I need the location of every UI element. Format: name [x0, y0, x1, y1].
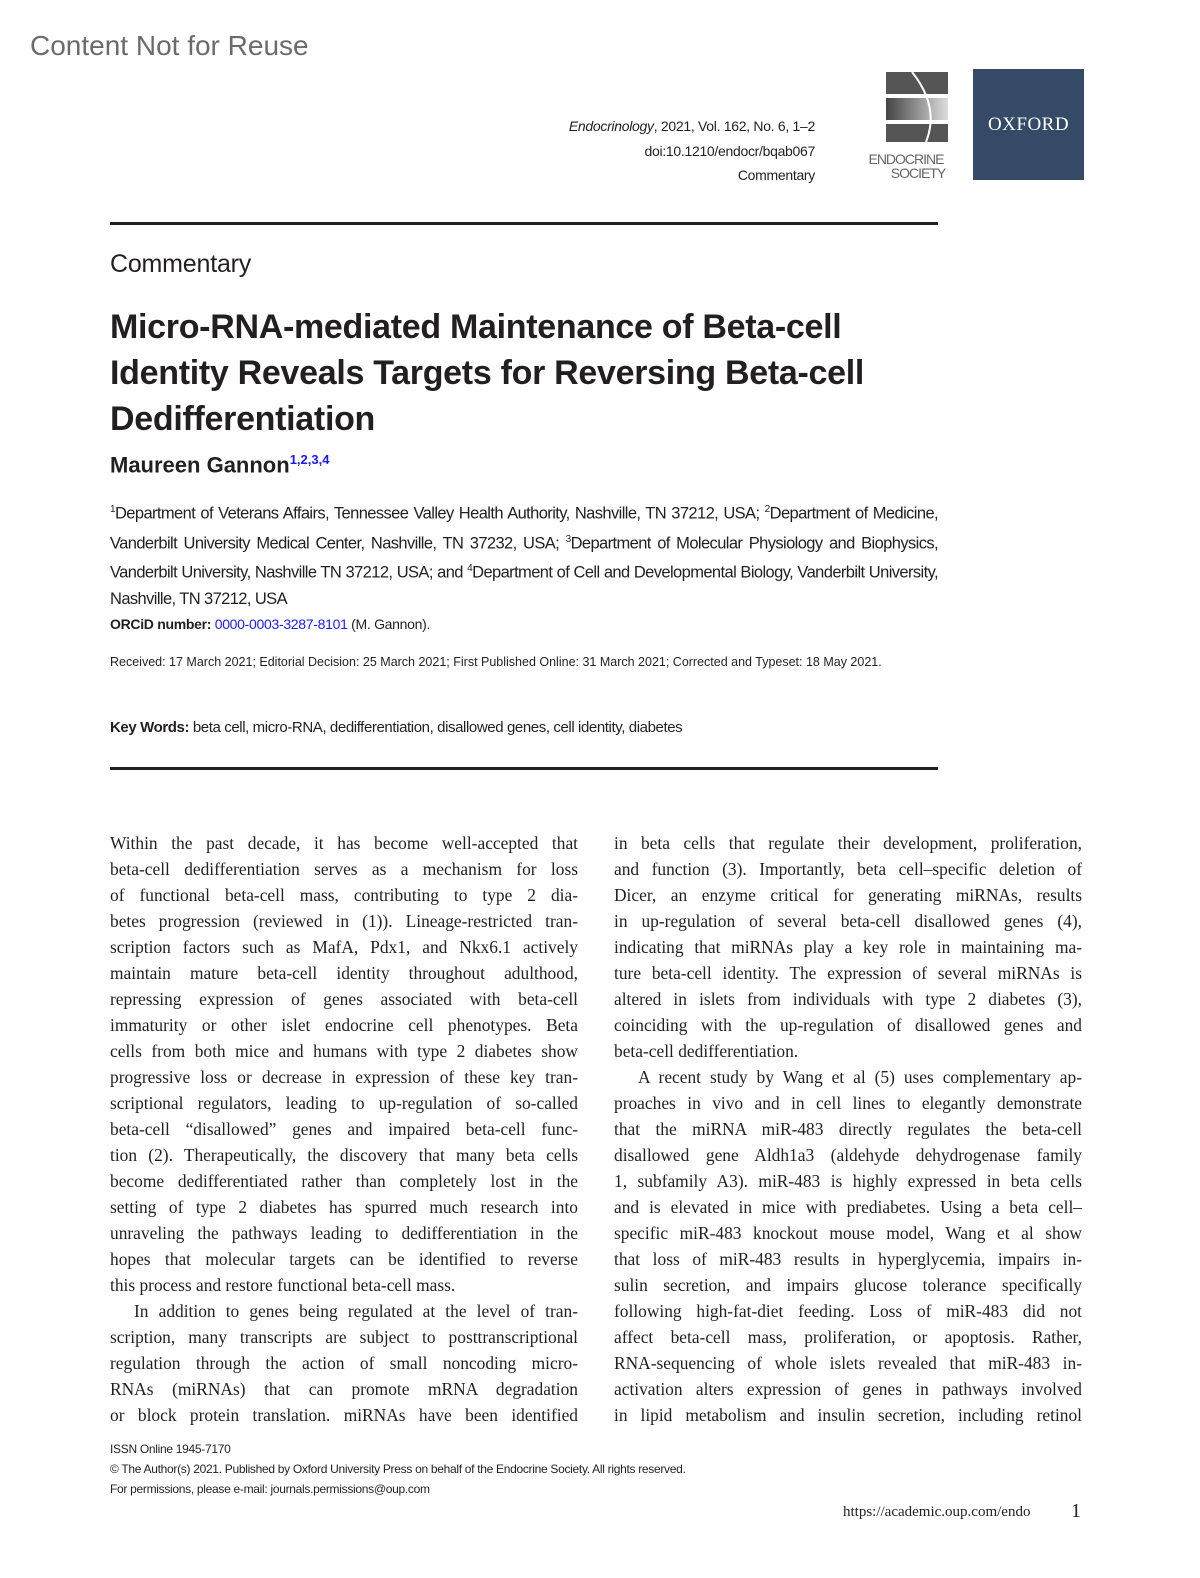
- body-line: activation alters expression of genes in pathways involved: [614, 1379, 1082, 1399]
- body-line: of functional beta-cell mass, contributing to type 2 dia-: [110, 885, 578, 905]
- body-line: tion (2). Therapeutically, the discovery that many beta cells: [110, 1145, 578, 1165]
- doi[interactable]: doi:10.1210/endocr/bqab067: [644, 143, 815, 159]
- body-line: progressive loss or decrease in expression of these key tran-: [110, 1067, 578, 1087]
- body-line: affect beta-cell mass, proliferation, or apoptosis. Rather,: [614, 1327, 1082, 1347]
- body-line: Dicer, an enzyme critical for generating miRNAs, results: [614, 885, 1082, 905]
- watermark: Content Not for Reuse: [30, 30, 309, 61]
- affiliations: [110, 497, 938, 612]
- body-line: setting of type 2 diabetes has spurred much research into: [110, 1197, 578, 1217]
- orcid-link[interactable]: 0000-0003-3287-8101: [214, 616, 348, 632]
- body-line: RNAs (miRNAs) that can promote mRNA degradation: [110, 1379, 578, 1399]
- section-label: Commentary: [110, 250, 252, 278]
- body-line: maintain mature beta-cell identity throughout adulthood,: [110, 963, 578, 983]
- journal-url[interactable]: https://academic.oup.com/endo: [843, 1504, 1031, 1520]
- body-line: sulin secretion, and impairs glucose tolerance specifically: [614, 1275, 1082, 1295]
- body-line: cells from both mice and humans with type 2 diabetes show: [110, 1041, 578, 1061]
- article-type: Commentary: [737, 167, 815, 183]
- svg-text:SOCIETY: SOCIETY: [890, 165, 946, 181]
- body-line: unraveling the pathways leading to dedifferentiation in the: [110, 1223, 578, 1243]
- body-line: beta-cell dedifferentiation serves as a mechanism for loss: [110, 859, 578, 879]
- body-line: 1, subfamily A3). miR-483 is highly expressed in beta cells: [614, 1171, 1082, 1191]
- journal-name: Endocrinology: [568, 118, 654, 134]
- issn: ISSN Online 1945-7170: [110, 1442, 231, 1456]
- body-line: beta-cell “disallowed” genes and impaired beta-cell func-: [110, 1119, 578, 1139]
- divider: [110, 222, 938, 225]
- journal-citation: [569, 118, 815, 134]
- body-line: and function (3). Importantly, beta cell–specific deletion of: [614, 859, 1082, 879]
- body-line: betes progression (reviewed in (1)). Lineage-restricted tran-: [110, 911, 578, 931]
- body-line: scriptional regulators, leading to up-regulation of so-called: [110, 1093, 578, 1113]
- body-line: that loss of miR-483 results in hyperglycemia, impairs in-: [614, 1249, 1082, 1269]
- body-line: regulation through the action of small noncoding micro-: [110, 1353, 578, 1373]
- page-number: 1: [1071, 1500, 1081, 1522]
- keywords-text: beta cell, micro-RNA, dedifferentiation, disallowed genes, cell identity, diabetes: [192, 719, 683, 736]
- body-line: disallowed gene Aldh1a3 (aldehyde dehydrogenase family: [614, 1145, 1082, 1165]
- body-line: in up-regulation of several beta-cell disallowed genes (4),: [614, 911, 1082, 931]
- body-column-right: [614, 830, 1082, 1428]
- affiliation: Department of Medicine, Vanderbilt University Medical Center, Nashville, TN 37232, USA;: [110, 504, 939, 552]
- affiliation-links[interactable]: 1,2,3,4: [289, 452, 330, 467]
- affiliation: Department of Molecular Physiology and Biophysics, Vanderbilt University, Nashville TN 37212, USA; and: [110, 534, 938, 582]
- svg-text:ENDOCRINE: ENDOCRINE: [868, 151, 944, 167]
- citation-details: , 2021, Vol. 162, No. 6, 1–2: [653, 118, 815, 134]
- keywords-label: Key Words:: [110, 719, 190, 736]
- body-line: immaturity or other islet endocrine cell phenotypes. Beta: [110, 1015, 578, 1035]
- affil-num: 4: [467, 563, 473, 574]
- body-line: become dedifferentiated rather than completely lost in the: [110, 1171, 578, 1191]
- permissions: For permissions, please e-mail: journals.permissions@oup.com: [110, 1482, 430, 1496]
- affiliation: Department of Cell and Developmental Biology, Vanderbilt University, Nashville, TN 37212, USA: [110, 563, 938, 608]
- body-line: repressing expression of genes associated with beta-cell: [110, 989, 578, 1009]
- body-line: coinciding with the up-regulation of disallowed genes and: [614, 1015, 1082, 1035]
- body-line: indicating that miRNAs play a key role in maintaining ma-: [614, 937, 1082, 957]
- article-title: Micro-RNA-mediated Maintenance of Beta-cell Identity Reveals Targets for Reversing Beta-cell Dedifferentiation: [110, 308, 865, 438]
- body-line: beta-cell dedifferentiation.: [614, 1041, 799, 1061]
- author: [110, 452, 329, 478]
- publication-dates: Received: 17 March 2021; Editorial Decision: 25 March 2021; First Published Online: 31 March 2021; Corrected and Typeset: 18 May 2021.: [110, 655, 882, 669]
- oxford-logo: OXFORD: [973, 69, 1084, 180]
- body-column-left: [110, 830, 578, 1428]
- body-line: ture beta-cell identity. The expression of several miRNAs is: [614, 963, 1082, 983]
- body-line: altered in islets from individuals with type 2 diabetes (3),: [614, 989, 1082, 1009]
- body-line: Within the past decade, it has become well-accepted that: [110, 833, 578, 853]
- orcid: [110, 616, 430, 632]
- body-line: or block protein translation. miRNAs have been identified: [110, 1405, 578, 1425]
- author-name: Maureen Gannon: [110, 452, 290, 478]
- endocrine-society-logo: [862, 72, 950, 184]
- keywords: [110, 719, 682, 736]
- body-line: that the miRNA miR-483 directly regulates the beta-cell: [614, 1119, 1082, 1139]
- body-line: A recent study by Wang et al (5) uses complementary ap-: [638, 1067, 1082, 1087]
- orcid-label: ORCiD number:: [110, 616, 212, 632]
- body-line: hopes that molecular targets can be identified to reverse: [110, 1249, 578, 1269]
- affiliation: Department of Veterans Affairs, Tennessee Valley Health Authority, Nashville, TN 37212, USA;: [114, 504, 765, 523]
- body-line: this process and restore functional beta-cell mass.: [110, 1275, 456, 1295]
- body-line: specific miR-483 knockout mouse model, Wang et al show: [614, 1223, 1082, 1243]
- affil-num: 1: [110, 504, 115, 515]
- divider: [110, 767, 938, 770]
- body-line: In addition to genes being regulated at the level of tran-: [134, 1301, 578, 1321]
- orcid-name: (M. Gannon).: [351, 616, 431, 632]
- body-line: in beta cells that regulate their development, proliferation,: [614, 833, 1082, 853]
- body-line: scription factors such as MafA, Pdx1, and Nkx6.1 actively: [110, 937, 578, 957]
- body-line: RNA-sequencing of whole islets revealed that miR-483 in-: [614, 1353, 1082, 1373]
- copyright: © The Author(s) 2021. Published by Oxford University Press on behalf of the Endocrine Society. All rights reserved.: [110, 1462, 686, 1476]
- body-line: following high-fat-diet feeding. Loss of miR-483 did not: [614, 1301, 1082, 1321]
- body-line: proaches in vivo and in cell lines to elegantly demonstrate: [614, 1093, 1082, 1113]
- affil-num: 3: [565, 533, 571, 545]
- body-line: scription, many transcripts are subject to posttranscriptional: [110, 1327, 578, 1347]
- body-line: and is elevated in mice with prediabetes. Using a beta cell–: [614, 1197, 1082, 1217]
- body-line: in lipid metabolism and insulin secretion, including retinol: [614, 1405, 1082, 1425]
- affil-num: 2: [764, 504, 770, 515]
